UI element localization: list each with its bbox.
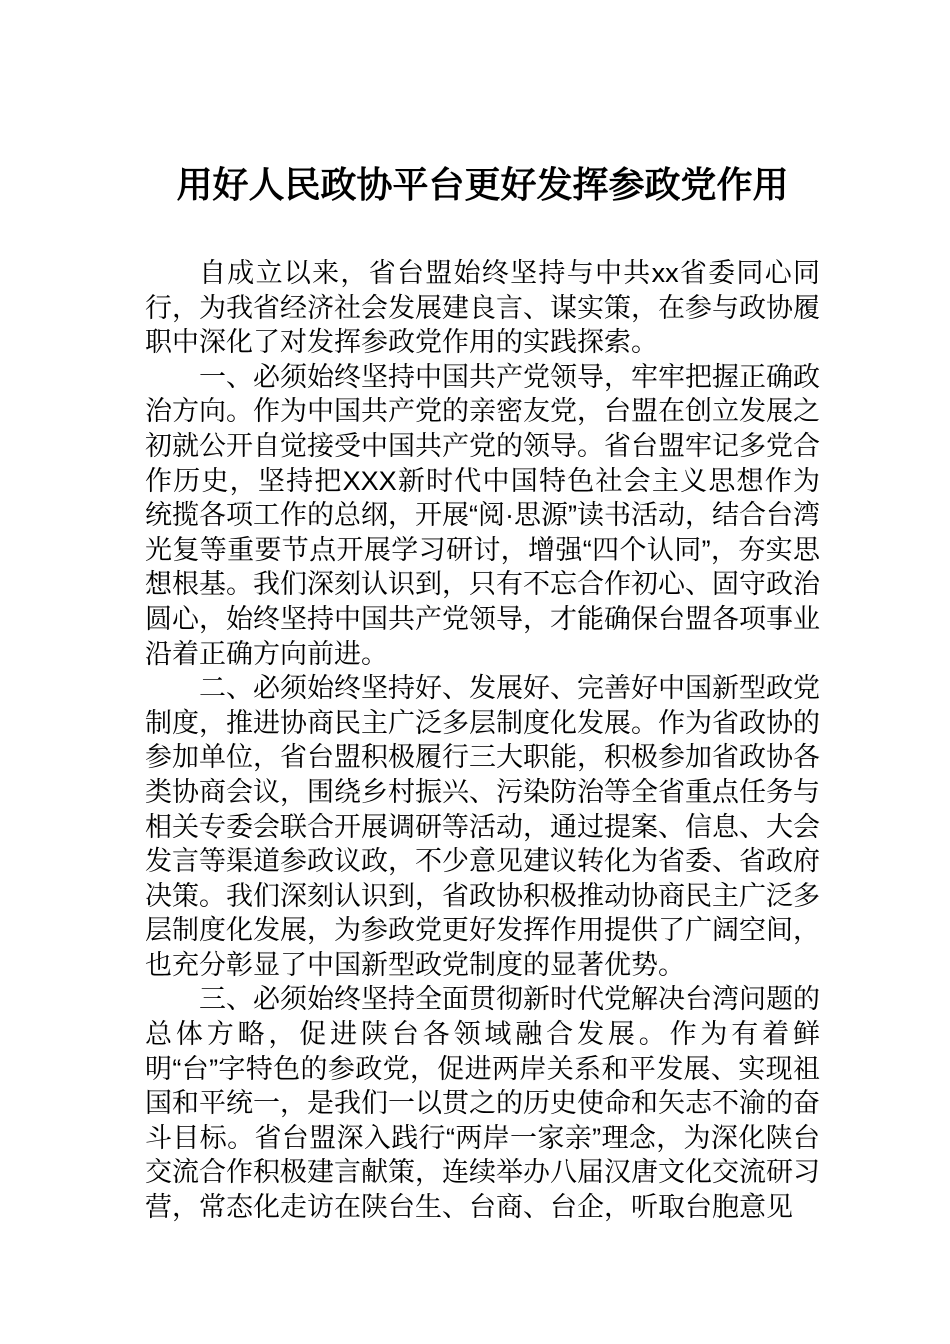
document-body (145, 256, 820, 1225)
paragraph-point-1: 一、必须始终坚持中国共产党领导，牢牢把握正确政治方向。作为中国共产党的亲密友党，台盟在创立发展之初就公开自觉接受中国共产党的领导。省台盟牢记多党合作历史，坚持把XXX新时代中国特色社会主义思想作为统揽各项工作的总纲，开展“阅·思源”读书活动，结合台湾光复等重要节点开展学习研讨，增强“四个认同”，夯实思想根基。我们深刻认识到，只有不忘合作初心、固守政治圆心，始终坚持中国共产党领导，才能确保台盟各项事业沿着正确方向前进。 (145, 361, 820, 669)
document-title: 用好人民政协平台更好发挥参政党作用 (176, 164, 789, 205)
paragraph-point-3: 三、必须始终坚持全面贯彻新时代党解决台湾问题的总体方略，促进陕台各领域融合发展。作为有着鲜明“台”字特色的参政党，促进两岸关系和平发展、实现祖国和平统一，是我们一以贯之的历史使命和矢志不渝的奋斗目标。省台盟深入践行“两岸一家亲”理念，为深化陕台交流合作积极建言献策，连续举办八届汉唐文化交流研习营，常态化走访在陕台生、台商、台企，听取台胞意见 (145, 984, 820, 1223)
document-content (145, 163, 820, 1225)
paragraph-intro: 自成立以来，省台盟始终坚持与中共xx省委同心同行，为我省经济社会发展建良言、谋实策，在参与政协履职中深化了对发挥参政党作用的实践探索。 (145, 258, 820, 358)
paragraph-point-2: 二、必须始终坚持好、发展好、完善好中国新型政党制度，推进协商民主广泛多层制度化发展。作为省政协的参加单位，省台盟积极履行三大职能，积极参加省政协各类协商会议，围绕乡村振兴、污染防治等全省重点任务与相关专委会联合开展调研等活动，通过提案、信息、大会发言等渠道参政议政，不少意见建议转化为省委、省政府决策。我们深刻认识到，省政协积极推动协商民主广泛多层制度化发展，为参政党更好发挥作用提供了广阔空间，也充分彰显了中国新型政党制度的显著优势。 (145, 673, 820, 980)
